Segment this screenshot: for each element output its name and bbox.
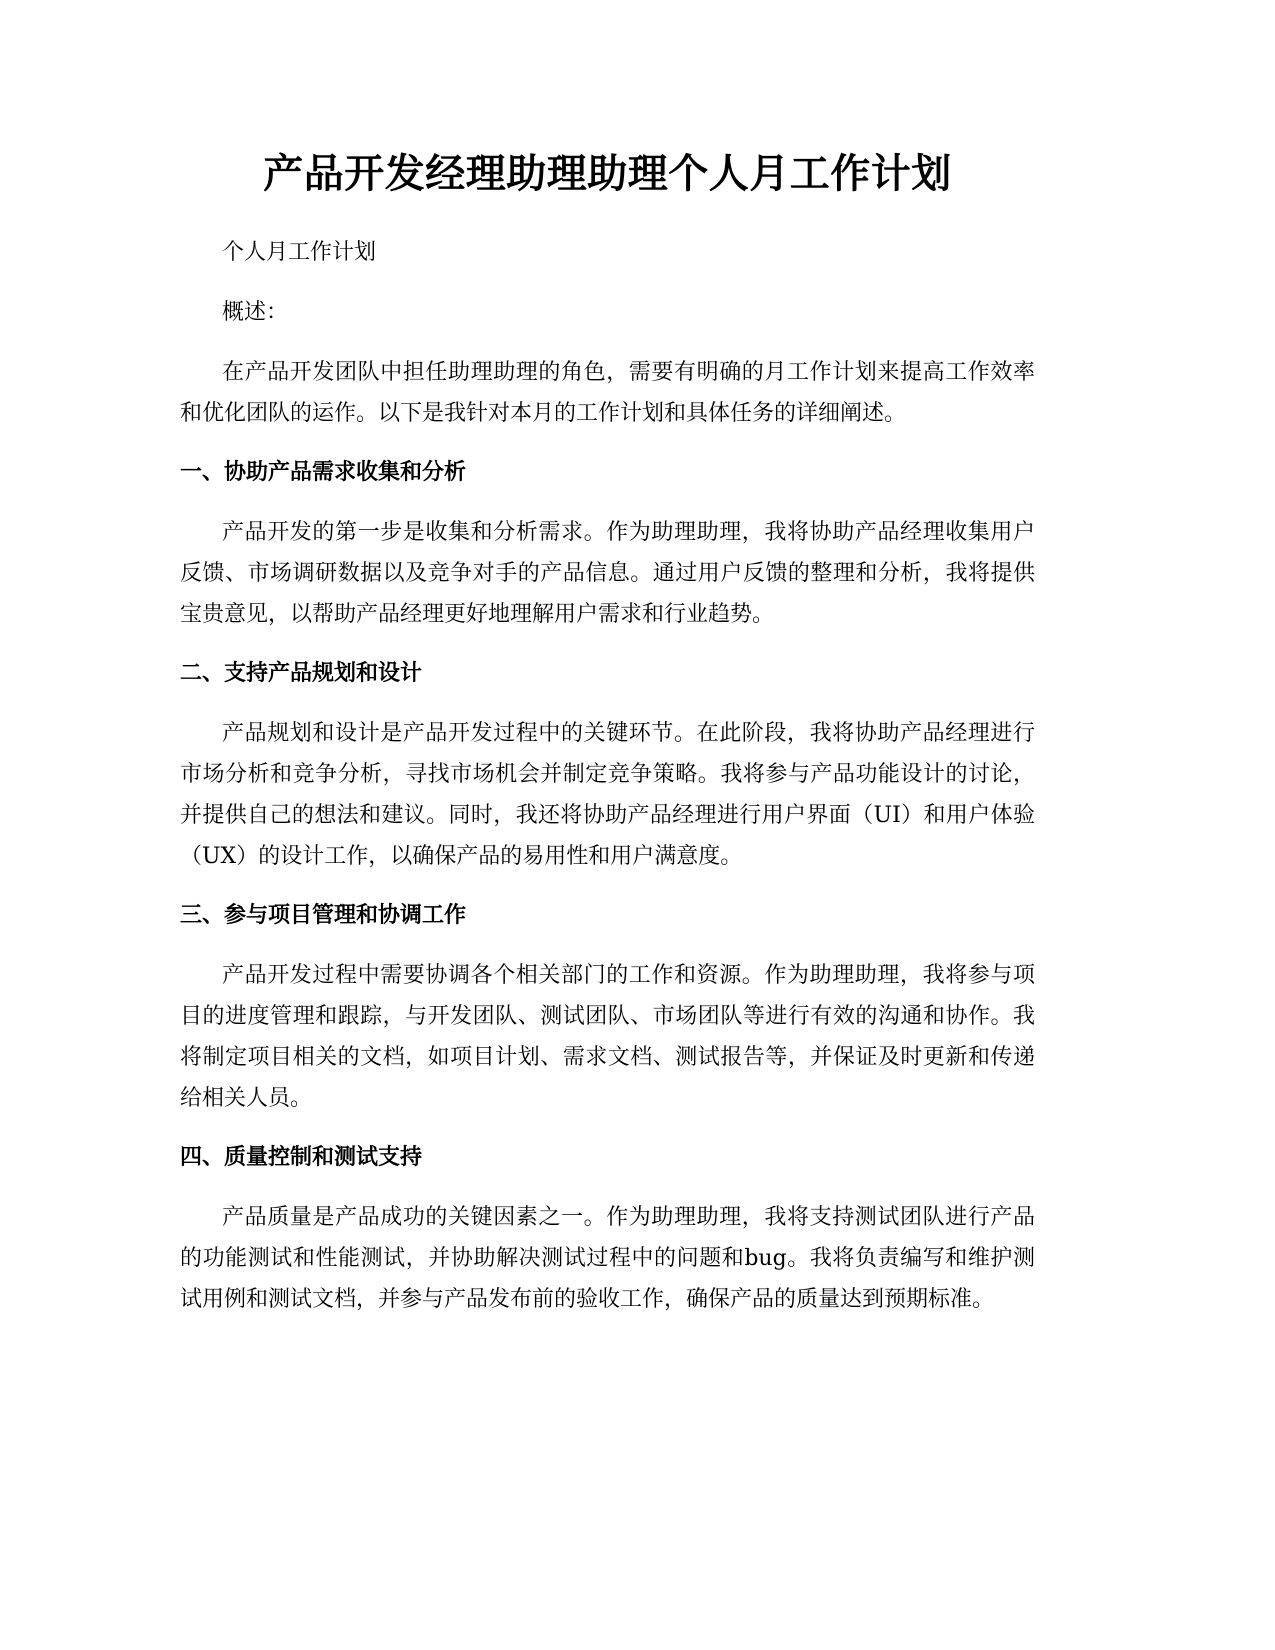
- section-body-4: 产品质量是产品成功的关键因素之一。作为助理助理，我将支持测试团队进行产品的功能测试和性能测试，并协助解决测试过程中的问题和bug。我将负责编写和维护测试用例和测试文档，并参与产品发布前的验收工作，确保产品的质量达到预期标准。: [180, 1205, 1035, 1312]
- subtitle-paragraph: 个人月工作计划: [222, 240, 377, 265]
- section-body-3: 产品开发过程中需要协调各个相关部门的工作和资源。作为助理助理，我将参与项目的进度管理和跟踪，与开发团队、测试团队、市场团队等进行有效的沟通和协作。我将制定项目相关的文档，如项目计划、需求文档、测试报告等，并保证及时更新和传递给相关人员。: [180, 963, 1035, 1111]
- section-heading-4: 四、质量控制和测试支持: [180, 1145, 423, 1170]
- document-title: 产品开发经理助理助理个人月工作计划: [263, 151, 952, 197]
- section-body-2: 产品规划和设计是产品开发过程中的关键环节。在此阶段，我将协助产品经理进行市场分析和竞争分析，寻找市场机会并制定竞争策略。我将参与产品功能设计的讨论，并提供自己的想法和建议。同时，我还将协助产品经理进行用户界面（UI）和用户体验（UX）的设计工作，以确保产品的易用性和用户满意度。: [180, 721, 1035, 869]
- section-heading-2: 二、支持产品规划和设计: [180, 661, 423, 686]
- overview-label: 概述：: [222, 300, 289, 325]
- section-body-1: 产品开发的第一步是收集和分析需求。作为助理助理，我将协助产品经理收集用户反馈、市场调研数据以及竞争对手的产品信息。通过用户反馈的整理和分析，我将提供宝贵意见，以帮助产品经理更好地理解用户需求和行业趋势。: [180, 520, 1035, 627]
- section-heading-3: 三、参与项目管理和协调工作: [180, 903, 467, 928]
- section-heading-1: 一、协助产品需求收集和分析: [180, 460, 467, 485]
- intro-paragraph: 在产品开发团队中担任助理助理的角色，需要有明确的月工作计划来提高工作效率和优化团队的运作。以下是我针对本月的工作计划和具体任务的详细阐述。: [180, 360, 1035, 426]
- document-body: [180, 232, 1035, 1340]
